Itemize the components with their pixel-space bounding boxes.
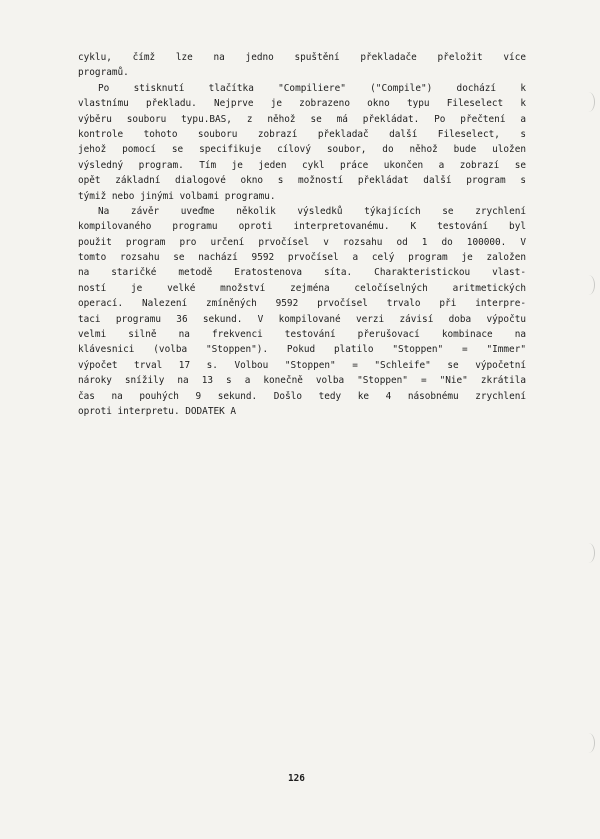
text-line: programů. (78, 67, 129, 79)
text-line: ností je velké množství zejména celočíselných aritmetických (78, 282, 526, 294)
text-line: kontrole tohoto souboru zobrazí překladač další Fileselect, s (78, 128, 526, 140)
text-line: nároky snížily na 13 s a konečně volba "Stoppen" = "Nie" zkrátila (78, 375, 526, 387)
text-line: Na závěr uveďme několik výsledků týkajících se zrychlení (98, 205, 526, 217)
text-line: týmiž nebo jinými volbami programu. (78, 190, 276, 202)
text-line: na staričké metodě Eratostenova síta. Charakteristickou vlast- (78, 267, 526, 279)
text-line: použit program pro určení prvočísel v rozsahu od 1 do 100000. V (78, 236, 526, 248)
text-line: opět základní dialogové okno s možností překládat další program s (78, 175, 526, 187)
text-line: taci programu 36 sekund. V kompilované verzi závisí doba výpočtu (78, 313, 526, 325)
text-line: výběru souboru typu.BAS, z něhož se má překládat. Po přečtení a (78, 113, 526, 125)
text-line: kompilovaného programu oproti interpretovanému. K testování byl (78, 221, 526, 233)
text-line: cyklu, čímž lze na jedno spuštění překladače přeložit více (78, 52, 526, 63)
punch-hole-mark (582, 275, 595, 295)
punch-hole-mark (582, 733, 595, 753)
text-line: vlastnímu překladu. Nejprve je zobrazeno okno typu Fileselect k (78, 98, 526, 110)
punch-hole-mark (582, 543, 595, 563)
text-line: výpočet trval 17 s. Volbou "Stoppen" = "Schleife" se výpočetní (78, 359, 526, 371)
punch-hole-mark (582, 92, 595, 112)
text-line: tomto rozsahu se nachází 9592 prvočísel a celý program je založen (78, 252, 526, 264)
text-line: výsledný program. Tím je jeden cykl práce ukončen a zobrazí se (78, 159, 526, 171)
text-line: velmi silně na frekvenci testování přerušovací kombinace na (78, 329, 526, 341)
page-number: 126 (288, 773, 305, 784)
text-line: čas na pouhých 9 sekund. Došlo tedy ke 4 násobnému zrychlení (78, 390, 526, 402)
text-line: oproti interpretu. DODATEK A (78, 405, 237, 417)
body-text (78, 50, 526, 419)
text-line: Po stisknutí tlačítka "Compiliere" ("Compile") dochází k (98, 82, 526, 94)
text-line: jehož pomocí se specifikuje cílový soubor, do něhož bude uložen (78, 144, 526, 156)
text-line: klávesnici (volba "Stoppen"). Pokud platilo "Stoppen" = "Immer" (78, 344, 526, 356)
text-line: operací. Nalezení zmíněných 9592 prvočísel trvalo při interpre- (78, 298, 526, 310)
